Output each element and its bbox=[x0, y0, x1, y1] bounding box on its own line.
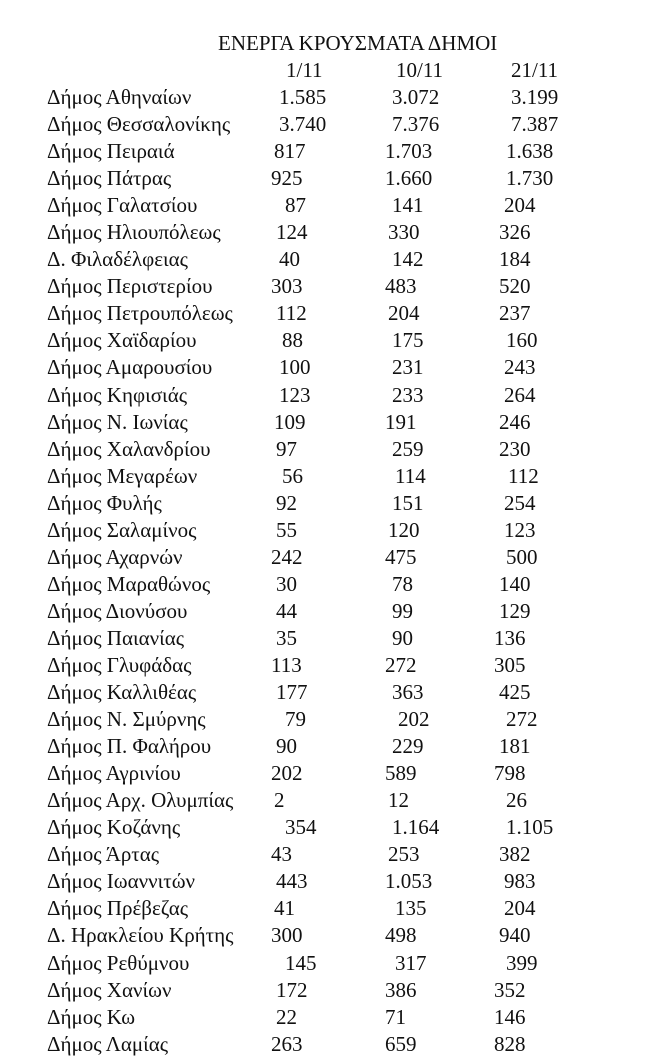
table-row bbox=[0, 354, 650, 381]
table-row bbox=[0, 409, 650, 436]
table-row bbox=[0, 814, 650, 841]
cases-3: 7.387 bbox=[511, 112, 559, 137]
cases-2: 233 bbox=[392, 382, 424, 407]
municipality-name: Δήμος Αρχ. Ολυμπίας bbox=[47, 788, 234, 813]
municipality-name: Δήμος Πειραιά bbox=[47, 139, 175, 164]
cases-3: 272 bbox=[506, 707, 538, 732]
municipality-name: Δήμος Ιωαννιτών bbox=[47, 869, 196, 894]
cases-3: 1.105 bbox=[506, 815, 554, 840]
table-row bbox=[0, 787, 650, 814]
municipality-name: Δήμος Άρτας bbox=[47, 842, 160, 867]
cases-1: 43 bbox=[271, 842, 292, 867]
cases-3: 828 bbox=[494, 1031, 526, 1056]
cases-2: 175 bbox=[392, 328, 424, 353]
cases-2: 231 bbox=[392, 355, 424, 380]
column-header-2: 10/11 bbox=[396, 58, 444, 82]
column-header-1: 1/11 bbox=[286, 58, 323, 82]
cases-3: 520 bbox=[499, 274, 531, 299]
municipality-name: Δήμος Αθηναίων bbox=[47, 85, 192, 109]
table-row bbox=[0, 868, 650, 895]
cases-2: 272 bbox=[385, 652, 417, 677]
cases-1: 300 bbox=[271, 923, 303, 948]
cases-3: 254 bbox=[504, 490, 536, 515]
municipality-name: Δήμος Αμαρουσίου bbox=[47, 355, 213, 380]
cases-3: 184 bbox=[499, 247, 531, 272]
municipality-name: Δήμος Σαλαμίνος bbox=[47, 517, 197, 542]
cases-1: 56 bbox=[282, 463, 303, 488]
cases-3: 181 bbox=[499, 734, 531, 759]
cases-2: 659 bbox=[385, 1031, 417, 1056]
cases-1: 44 bbox=[276, 598, 297, 623]
table-row bbox=[0, 490, 650, 517]
cases-2: 498 bbox=[385, 923, 417, 948]
cases-1: 124 bbox=[276, 220, 308, 245]
municipality-name: Δήμος Πετρουπόλεως bbox=[47, 301, 233, 326]
municipality-name: Δήμος Παιανίας bbox=[47, 625, 185, 650]
municipality-name: Δήμος Κω bbox=[47, 1004, 136, 1029]
cases-2: 259 bbox=[392, 436, 424, 461]
page-title: ΕΝΕΡΓΑ ΚΡΟΥΣΜΑΤΑ ΔΗΜΟΙ bbox=[218, 31, 498, 55]
municipality-name: Δήμος Μαραθώνος bbox=[47, 571, 211, 596]
cases-1: 112 bbox=[276, 301, 307, 326]
cases-1: 145 bbox=[285, 950, 317, 975]
cases-1: 40 bbox=[279, 247, 300, 272]
cases-3: 140 bbox=[499, 571, 531, 596]
cases-2: 1.053 bbox=[385, 869, 433, 894]
cases-2: 1.164 bbox=[392, 815, 440, 840]
cases-1: 123 bbox=[279, 382, 311, 407]
municipality-name: Δήμος Χανίων bbox=[47, 977, 172, 1002]
table-row bbox=[0, 950, 650, 977]
table-row bbox=[0, 733, 650, 760]
table-row bbox=[0, 273, 650, 300]
data-table bbox=[0, 84, 650, 1058]
cases-1: 202 bbox=[271, 761, 303, 786]
table-row bbox=[0, 84, 650, 111]
cases-3: 129 bbox=[499, 598, 531, 623]
cases-1: 443 bbox=[276, 869, 308, 894]
cases-1: 55 bbox=[276, 517, 297, 542]
cases-3: 26 bbox=[506, 788, 527, 813]
cases-2: 151 bbox=[392, 490, 424, 515]
cases-3: 382 bbox=[499, 842, 531, 867]
municipality-name: Δήμος Πάτρας bbox=[47, 166, 172, 191]
cases-3: 399 bbox=[506, 950, 538, 975]
municipality-name: Δήμος Ν. Ιωνίας bbox=[47, 409, 188, 434]
cases-2: 317 bbox=[395, 950, 427, 975]
cases-3: 204 bbox=[504, 193, 536, 218]
cases-2: 114 bbox=[395, 463, 426, 488]
cases-2: 229 bbox=[392, 734, 424, 759]
municipality-name: Δήμος Θεσσαλονίκης bbox=[47, 112, 231, 137]
municipality-name: Δήμος Μεγαρέων bbox=[47, 463, 198, 488]
cases-2: 1.703 bbox=[385, 139, 433, 164]
municipality-name: Δήμος Καλλιθέας bbox=[47, 680, 197, 705]
cases-2: 1.660 bbox=[385, 166, 433, 191]
municipality-name: Δήμος Περιστερίου bbox=[47, 274, 213, 299]
municipality-name: Δήμος Διονύσου bbox=[47, 598, 188, 623]
municipality-name: Δήμος Αγρινίου bbox=[47, 761, 181, 786]
table-row bbox=[0, 463, 650, 490]
cases-1: 100 bbox=[279, 355, 311, 380]
table-row bbox=[0, 598, 650, 625]
cases-3: 230 bbox=[499, 436, 531, 461]
cases-1: 35 bbox=[276, 625, 297, 650]
cases-3: 798 bbox=[494, 761, 526, 786]
cases-2: 253 bbox=[388, 842, 420, 867]
table-row bbox=[0, 625, 650, 652]
cases-1: 22 bbox=[276, 1004, 297, 1029]
cases-2: 90 bbox=[392, 625, 413, 650]
cases-3: 326 bbox=[499, 220, 531, 245]
municipality-name: Δήμος Λαμίας bbox=[47, 1031, 169, 1056]
municipality-name: Δήμος Ρεθύμνου bbox=[47, 950, 190, 975]
cases-2: 78 bbox=[392, 571, 413, 596]
municipality-name: Δήμος Κηφισιάς bbox=[47, 382, 188, 407]
cases-3: 246 bbox=[499, 409, 531, 434]
cases-1: 3.740 bbox=[279, 112, 327, 137]
cases-2: 386 bbox=[385, 977, 417, 1002]
cases-3: 160 bbox=[506, 328, 538, 353]
table-row bbox=[0, 760, 650, 787]
cases-2: 120 bbox=[388, 517, 420, 542]
cases-3: 983 bbox=[504, 869, 536, 894]
cases-1: 87 bbox=[285, 193, 306, 218]
municipality-name: Δήμος Χαϊδαρίου bbox=[47, 328, 197, 353]
cases-1: 41 bbox=[274, 896, 295, 921]
table-row bbox=[0, 571, 650, 598]
cases-3: 264 bbox=[504, 382, 536, 407]
cases-1: 817 bbox=[274, 139, 306, 164]
cases-3: 146 bbox=[494, 1004, 526, 1029]
cases-1: 925 bbox=[271, 166, 303, 191]
table-row bbox=[0, 192, 650, 219]
municipality-name: Δήμος Αχαρνών bbox=[47, 544, 183, 569]
cases-1: 92 bbox=[276, 490, 297, 515]
cases-1: 242 bbox=[271, 544, 303, 569]
table-row bbox=[0, 706, 650, 733]
table-row bbox=[0, 517, 650, 544]
municipality-name: Δήμος Γλυφάδας bbox=[47, 652, 192, 677]
municipality-name: Δήμος Ν. Σμύρνης bbox=[47, 707, 206, 732]
table-row bbox=[0, 382, 650, 409]
municipality-name: Δήμος Π. Φαλήρου bbox=[47, 734, 212, 759]
municipality-name: Δήμος Φυλής bbox=[47, 490, 162, 515]
table-row bbox=[0, 679, 650, 706]
cases-1: 113 bbox=[271, 652, 302, 677]
cases-3: 112 bbox=[508, 463, 539, 488]
cases-2: 3.072 bbox=[392, 85, 440, 109]
cases-3: 1.638 bbox=[506, 139, 554, 164]
municipality-name: Δ. Ηρακλείου Κρήτης bbox=[47, 923, 234, 948]
cases-2: 202 bbox=[398, 707, 430, 732]
cases-3: 1.730 bbox=[506, 166, 554, 191]
table-row bbox=[0, 977, 650, 1004]
cases-3: 136 bbox=[494, 625, 526, 650]
cases-1: 172 bbox=[276, 977, 308, 1002]
cases-3: 237 bbox=[499, 301, 531, 326]
cases-2: 204 bbox=[388, 301, 420, 326]
table-row bbox=[0, 841, 650, 868]
cases-1: 88 bbox=[282, 328, 303, 353]
cases-1: 354 bbox=[285, 815, 317, 840]
table-row bbox=[0, 922, 650, 949]
cases-3: 3.199 bbox=[511, 85, 559, 109]
table-row bbox=[0, 111, 650, 138]
table-row bbox=[0, 327, 650, 354]
municipality-name: Δήμος Ηλιουπόλεως bbox=[47, 220, 221, 245]
cases-2: 12 bbox=[388, 788, 409, 813]
cases-1: 90 bbox=[276, 734, 297, 759]
cases-1: 177 bbox=[276, 680, 308, 705]
cases-3: 425 bbox=[499, 680, 531, 705]
cases-2: 475 bbox=[385, 544, 417, 569]
table-row bbox=[0, 1004, 650, 1031]
cases-2: 589 bbox=[385, 761, 417, 786]
table-row bbox=[0, 165, 650, 192]
cases-1: 1.585 bbox=[279, 85, 327, 109]
cases-2: 141 bbox=[392, 193, 424, 218]
table-row bbox=[0, 219, 650, 246]
municipality-name: Δήμος Γαλατσίου bbox=[47, 193, 198, 218]
municipality-name: Δ. Φιλαδέλφειας bbox=[47, 247, 188, 272]
table-row bbox=[0, 300, 650, 327]
cases-2: 142 bbox=[392, 247, 424, 272]
table-row bbox=[0, 544, 650, 571]
cases-2: 191 bbox=[385, 409, 417, 434]
cases-2: 330 bbox=[388, 220, 420, 245]
table-row bbox=[0, 436, 650, 463]
cases-1: 263 bbox=[271, 1031, 303, 1056]
cases-3: 500 bbox=[506, 544, 538, 569]
cases-1: 97 bbox=[276, 436, 297, 461]
column-header-3: 21/11 bbox=[511, 58, 559, 82]
cases-3: 243 bbox=[504, 355, 536, 380]
cases-2: 363 bbox=[392, 680, 424, 705]
cases-2: 99 bbox=[392, 598, 413, 623]
cases-1: 2 bbox=[274, 788, 285, 813]
table-row bbox=[0, 1031, 650, 1058]
municipality-name: Δήμος Κοζάνης bbox=[47, 815, 181, 840]
cases-3: 305 bbox=[494, 652, 526, 677]
municipality-name: Δήμος Πρέβεζας bbox=[47, 896, 189, 921]
cases-1: 79 bbox=[285, 707, 306, 732]
cases-1: 303 bbox=[271, 274, 303, 299]
cases-2: 483 bbox=[385, 274, 417, 299]
municipality-name: Δήμος Χαλανδρίου bbox=[47, 436, 211, 461]
cases-2: 135 bbox=[395, 896, 427, 921]
cases-2: 7.376 bbox=[392, 112, 440, 137]
table-row bbox=[0, 895, 650, 922]
cases-2: 71 bbox=[385, 1004, 406, 1029]
table-row bbox=[0, 652, 650, 679]
cases-3: 123 bbox=[504, 517, 536, 542]
table-row bbox=[0, 138, 650, 165]
cases-3: 352 bbox=[494, 977, 526, 1002]
cases-1: 30 bbox=[276, 571, 297, 596]
cases-3: 940 bbox=[499, 923, 531, 948]
table-row bbox=[0, 246, 650, 273]
cases-3: 204 bbox=[504, 896, 536, 921]
cases-1: 109 bbox=[274, 409, 306, 434]
